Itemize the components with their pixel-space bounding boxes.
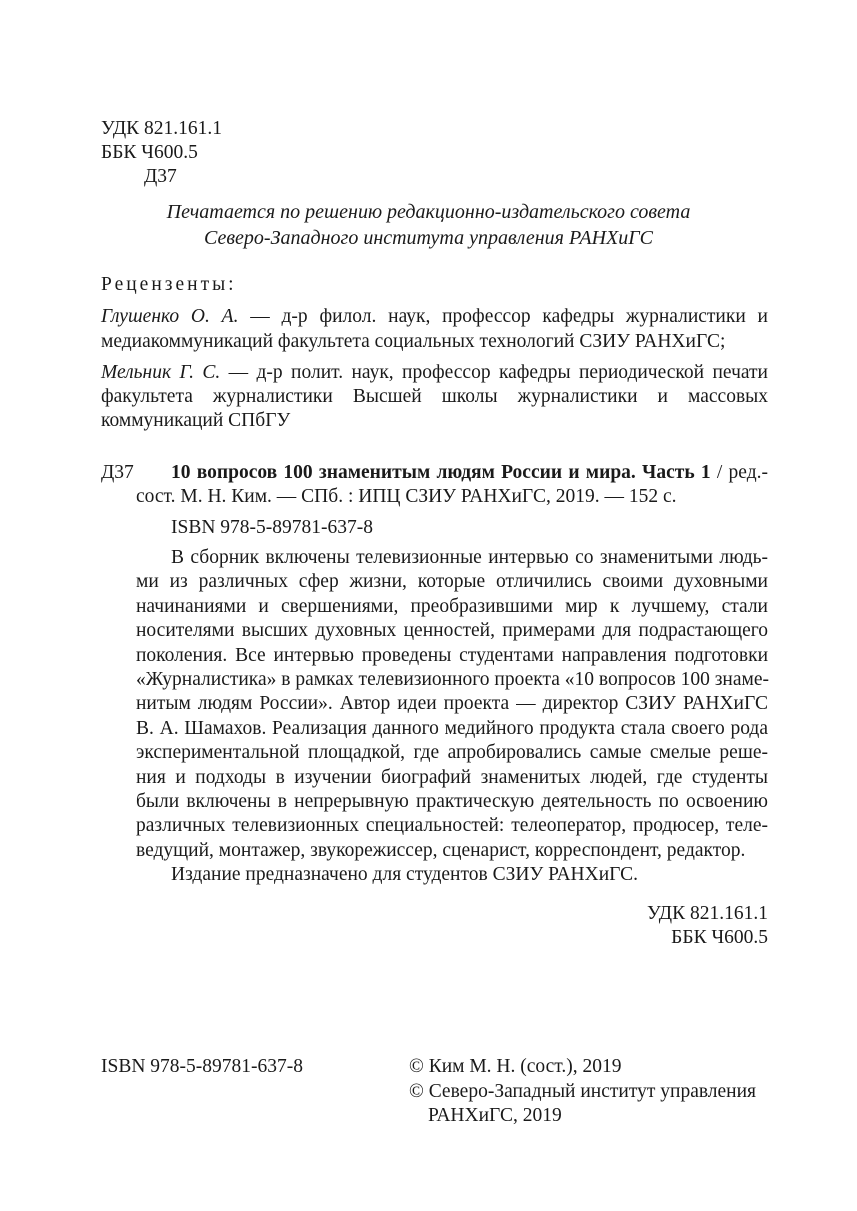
annotation-line: ми из различных сфер жизни, которые отличились своими духовными [136,571,768,593]
top-author-sign: Д37 [144,166,177,187]
annotation-line: ния и подходы в изучении биографий знаменитых людей, где студенты [136,766,768,788]
catalog-title: 10 вопросов 100 знаменитым людям России и мира. Часть 1 [171,462,711,483]
reviewer-1-line-1 [101,305,768,329]
annotation-line: носителями высших духовных ценностей, примерами для подрастающего [136,620,768,642]
annotation-block [136,546,768,888]
footer-copyright-2-line-2: РАНХиГС, 2019 [428,1105,562,1126]
catalog-isbn: ISBN 978-5-89781-637-8 [171,517,374,538]
reviewer-1-line-2: медиакоммуникаций факультета социальных технологий СЗИУ РАНХиГС; [101,331,726,352]
footer-isbn: ISBN 978-5-89781-637-8 [101,1056,304,1077]
bottom-bbk-code: ББК Ч600.5 [671,927,768,948]
annotation-line: поколения. Все интервью проведены студентами направления подготовки [136,644,768,666]
reviewers-heading: Рецензенты: [101,274,237,295]
footer-copyright-2-line-1: © Северо-Западный институт управления [409,1081,757,1102]
reviewer-1-desc: — д-р филол. наук, профессор кафедры журналистики и [250,306,768,327]
top-bbk-code: ББК Ч600.5 [101,142,198,163]
annotation-line: В сборник включены телевизионные интервью со знаменитыми людь- [171,547,768,568]
reviewer-1-name: Глушенко О. А. [101,306,239,327]
reviewer-2-line-1 [101,361,768,385]
annotation-line: В. А. Шамахов. Реализация данного медийного продукта стала своего рода [136,717,768,739]
reviewer-2-line-3: коммуникаций СПбГУ [101,410,291,431]
catalog-sign: Д37 [101,462,134,483]
top-udk-code: УДК 821.161.1 [101,118,223,139]
catalog-editor-start: / ред.- [716,462,768,483]
publisher-note-line-1: Печатается по решению редакционно-издательского совета [166,201,691,223]
annotation-line: «Журналистика» в рамках телевизионного проекта «10 вопросов 100 знаме- [136,669,770,691]
catalog-line-2: сост. М. Н. Ким. — СПб. : ИПЦ СЗИУ РАНХиГС, 2019. — 152 с. [136,486,677,507]
annotation-line: различных телевизионных специальностей: телеоператор, продюсер, теле- [136,815,768,837]
annotation-line: Издание предназначено для студентов СЗИУ РАНХиГС. [171,864,639,886]
publisher-note-line-2: Северо-Западного института управления РАНХиГС [204,227,653,249]
reviewer-2-desc: — д-р полит. наук, профессор кафедры периодической печати [228,362,768,383]
bottom-udk-code: УДК 821.161.1 [646,903,768,924]
annotation-line: были включены в непрерывную практическую деятельность по освоению [136,791,768,813]
reviewer-2-line-2: факультета журналистики Высшей школы журналистики и массовых [101,386,768,407]
annotation-line: ведущий, монтажер, звукорежиссер, сценарист, корреспондент, редактор. [136,839,746,861]
footer-copyright-1: © Ким М. Н. (сост.), 2019 [409,1056,622,1077]
catalog-line-1 [171,461,768,485]
annotation-line: нитым людям России». Автор идеи проекта — директор СЗИУ РАНХиГС [136,693,768,715]
annotation-line: экспериментальной площадкой, где апробировались самые смелые реше- [136,742,768,764]
annotation-line: начинаниями и свершениями, преобразившими мир к лучшему, стали [136,595,768,617]
reviewer-2-name: Мельник Г. С. [101,362,221,383]
